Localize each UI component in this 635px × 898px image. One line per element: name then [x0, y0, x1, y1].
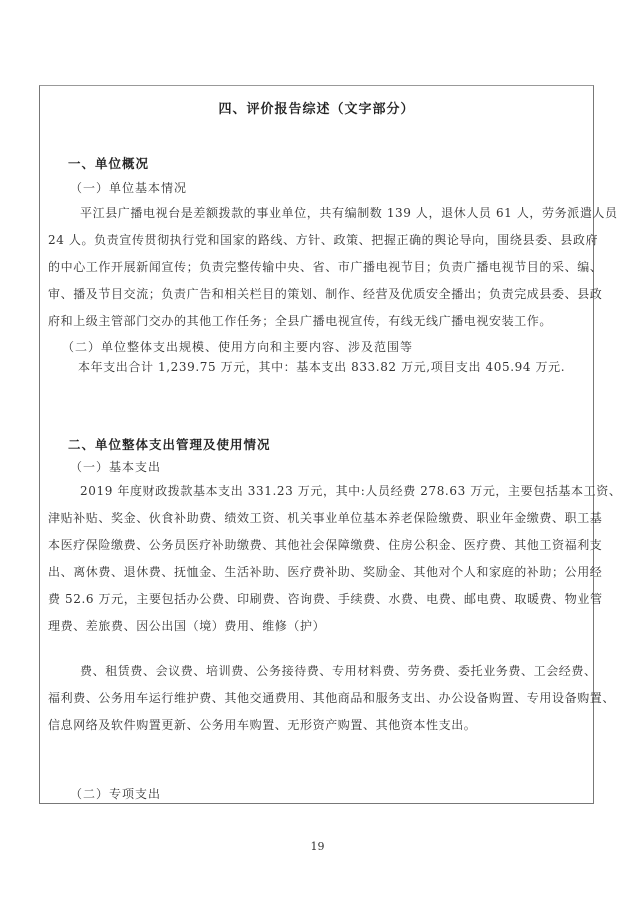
text-line: 费 52.6 万元，主要包括办公费、印刷费、咨询费、手续费、水费、电费、邮电费、取暖费、物业管 — [48, 592, 603, 606]
text-line: 信息网络及软件购置更新、公务用车购置、无形资产购置、其他资本性支出。 — [48, 718, 477, 732]
section-heading-unit-overview: 一、单位概况 — [68, 156, 150, 171]
paragraph-basic-info — [48, 200, 618, 335]
report-summary-box — [39, 85, 622, 804]
text-line: 审、播及节目交流；负责广告和相关栏目的策划、制作、经营及优质安全播出；负责完成县委、县政 — [48, 287, 603, 301]
page-number: 19 — [310, 840, 325, 853]
text-line: 理费、差旅费、因公出国（境）费用、维修（护） — [48, 619, 326, 633]
paragraph-basic-expenditure — [48, 478, 622, 640]
text-line: 24 人。负责宣传贯彻执行党和国家的路线、方针、政策、把握正确的舆论导向，围绕县委、县政府 — [48, 233, 599, 247]
subsection-heading-expenditure-scale: （二）单位整体支出规模、使用方向和主要内容、涉及范围等 — [62, 340, 414, 354]
text-line: 津贴补贴、奖金、伙食补助费、绩效工资、机关事业单位基本养老保险缴费、职业年金缴费、职工基 — [48, 511, 603, 525]
section-heading-expenditure-management: 二、单位整体支出管理及使用情况 — [68, 437, 271, 452]
subsection-heading-special-expenditure: （二）专项支出 — [70, 787, 162, 801]
subsection-heading-basic-info: （一）单位基本情况 — [70, 181, 188, 195]
paragraph-expenditure-total: 本年支出合计 1,239.75 万元，其中：基本支出 833.82 万元,项目支出 405.94 万元. — [78, 360, 566, 374]
text-line: 费、租赁费、会议费、培训费、公务接待费、专用材料费、劳务费、委托业务费、工会经费、 — [80, 664, 597, 678]
document-title: 四、评价报告综述（文字部分） — [218, 102, 415, 117]
text-line: 出、离休费、退休费、抚恤金、生活补助、医疗费补助、奖励金、其他对个人和家庭的补助；公用经 — [48, 565, 603, 579]
text-line: 2019 年度财政拨款基本支出 331.23 万元，其中:人员经费 278.63 万元，主要包括基本工资、 — [80, 484, 622, 498]
paragraph-basic-expenditure-continued — [48, 658, 616, 739]
text-line: 福利费、公务用车运行维护费、其他交通费用、其他商品和服务支出、办公设备购置、专用设备购置、 — [48, 691, 616, 705]
text-line: 本医疗保险缴费、公务员医疗补助缴费、其他社会保障缴费、住房公积金、医疗费、其他工资福利支 — [48, 538, 603, 552]
text-line: 府和上级主管部门交办的其他工作任务；全县广播电视宣传，有线无线广播电视安装工作。 — [48, 314, 553, 328]
text-line: 平江县广播电视台是差额拨款的事业单位，共有编制数 139 人，退休人员 61 人，劳务派遣人员 — [80, 206, 618, 220]
subsection-heading-basic-expenditure: （一）基本支出 — [70, 460, 162, 474]
text-line: 的中心工作开展新闻宣传；负责完整传输中央、省、市广播电视节目；负责广播电视节目的采、编、 — [48, 260, 603, 274]
